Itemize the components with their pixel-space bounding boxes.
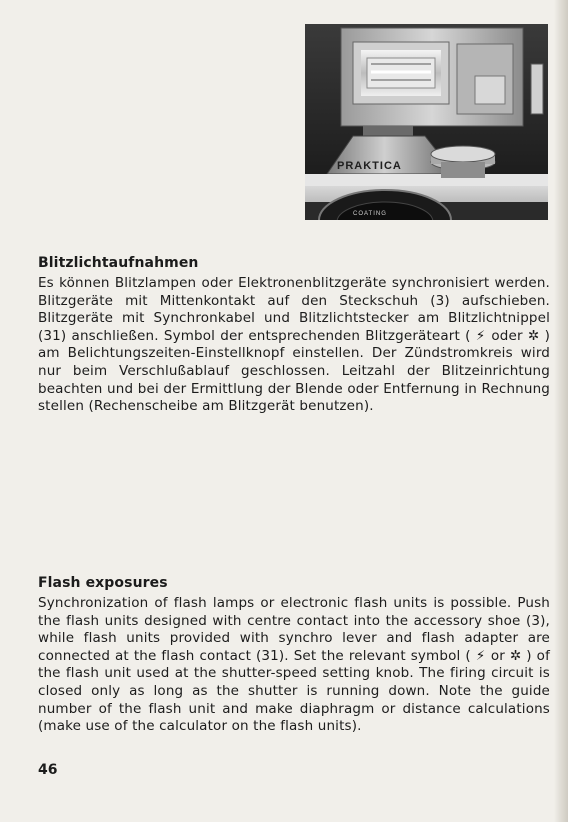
page-number: 46 <box>38 762 58 778</box>
page-edge-shadow <box>554 0 568 822</box>
lens-coating-label: COATING <box>353 211 387 217</box>
german-section <box>38 254 550 416</box>
camera-flash-illustration <box>305 24 548 220</box>
english-heading: Flash exposures <box>38 575 168 591</box>
camera-flash-photo <box>305 24 548 220</box>
camera-brand-label: PRAKTICA <box>337 160 402 172</box>
english-body-text: Synchronization of flash lamps or electronic flash units is possible. Push the flash units designed with centre contact into the accessory shoe (3), while flash units provided with synchro lever and flash adapter are connected at the flash contact (31). Set the relevant symbol ( ⚡ or ✲ ) of the flash unit used at the shutter-speed setting knob. The firing circuit is closed only as long as the shutter is running down. Note the guide number of the flash unit and make diaphragm or distance calculations (make use of the calculator on the flash units). <box>38 595 550 735</box>
english-section <box>38 574 550 736</box>
german-body-text: Es können Blitzlampen oder Elektronenblitzgeräte synchronisiert werden. Blitzgeräte mit Mittenkontakt auf den Steckschuh (3) aufschieben. Blitzgeräte mit Synchronkabel und Blitzlichtstecker am Blitzlichtnippel (31) anschließen. Symbol der entsprechenden Blitzgeräteart ( ⚡ oder ✲ ) am Belichtungszeiten-Einstellknopf einstellen. Der Zündstromkreis wird nur beim Verschlußablauf geschlossen. Leitzahl der Blitzeinrichtung beachten und bei der Ermittlung der Blende oder Entfernung in Rechnung stellen (Rechenscheibe am Blitzgerät benutzen). <box>38 275 550 415</box>
german-heading: Blitzlichtaufnahmen <box>38 255 199 271</box>
